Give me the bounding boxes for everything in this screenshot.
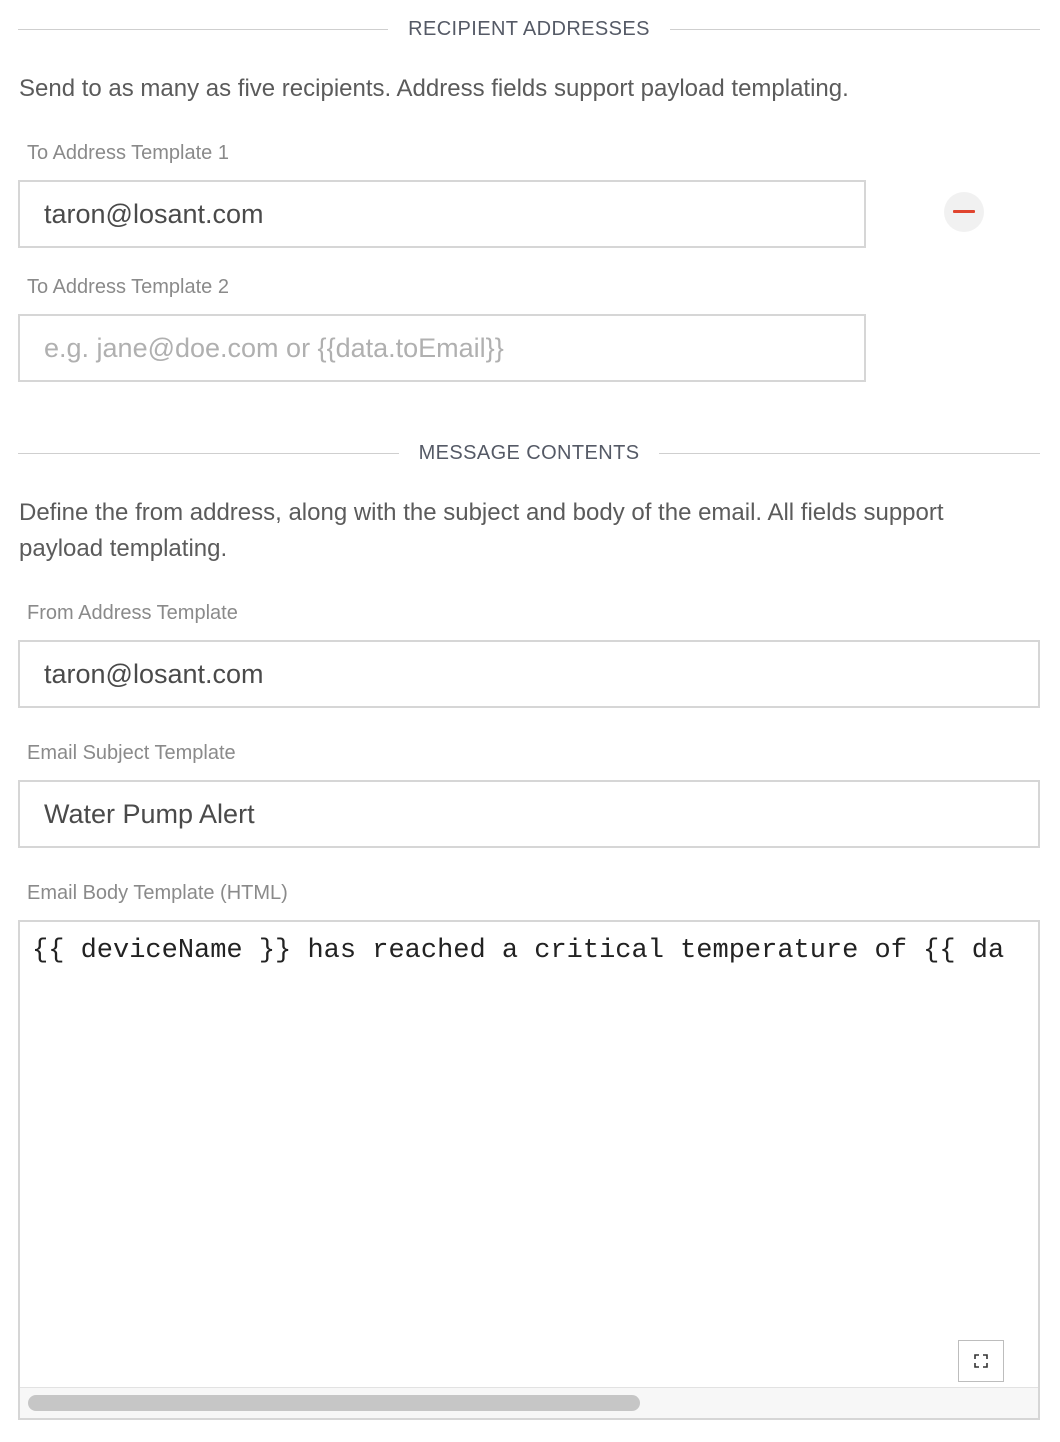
expand-editor-button[interactable] [958, 1340, 1004, 1382]
email-subject-label: Email Subject Template [27, 742, 236, 764]
remove-recipient-button[interactable] [944, 192, 984, 232]
recipients-description: Send to as many as five recipients. Address fields support payload templating. [19, 75, 849, 102]
to-address-2-label: To Address Template 2 [27, 276, 229, 298]
divider-line [670, 29, 1040, 30]
from-address-input[interactable] [18, 640, 1040, 708]
section-title-recipients: RECIPIENT ADDRESSES [408, 17, 650, 40]
message-description: Define the from address, along with the subject and body of the email. All fields support payload templating. [19, 499, 944, 562]
expand-icon [974, 1354, 988, 1368]
recipient-addresses-header [18, 14, 1040, 44]
email-body-label: Email Body Template (HTML) [27, 882, 288, 904]
divider-line [659, 453, 1040, 454]
to-address-1-label: To Address Template 1 [27, 142, 229, 164]
scrollbar-thumb[interactable] [28, 1395, 640, 1411]
section-title-message: MESSAGE CONTENTS [418, 441, 640, 464]
message-contents-header [18, 438, 1040, 468]
code-line[interactable]: {{ deviceName }} has reached a critical temperature of {{ da [32, 936, 1005, 966]
minus-circle-icon [953, 210, 975, 213]
to-address-1-input[interactable] [18, 180, 866, 248]
email-body-editor[interactable] [18, 920, 1040, 1420]
email-subject-input[interactable] [18, 780, 1040, 848]
divider-line [18, 29, 388, 30]
to-address-2-input[interactable] [18, 314, 866, 382]
from-address-label: From Address Template [27, 602, 238, 624]
divider-line [18, 453, 399, 454]
horizontal-scrollbar[interactable] [20, 1387, 1038, 1418]
